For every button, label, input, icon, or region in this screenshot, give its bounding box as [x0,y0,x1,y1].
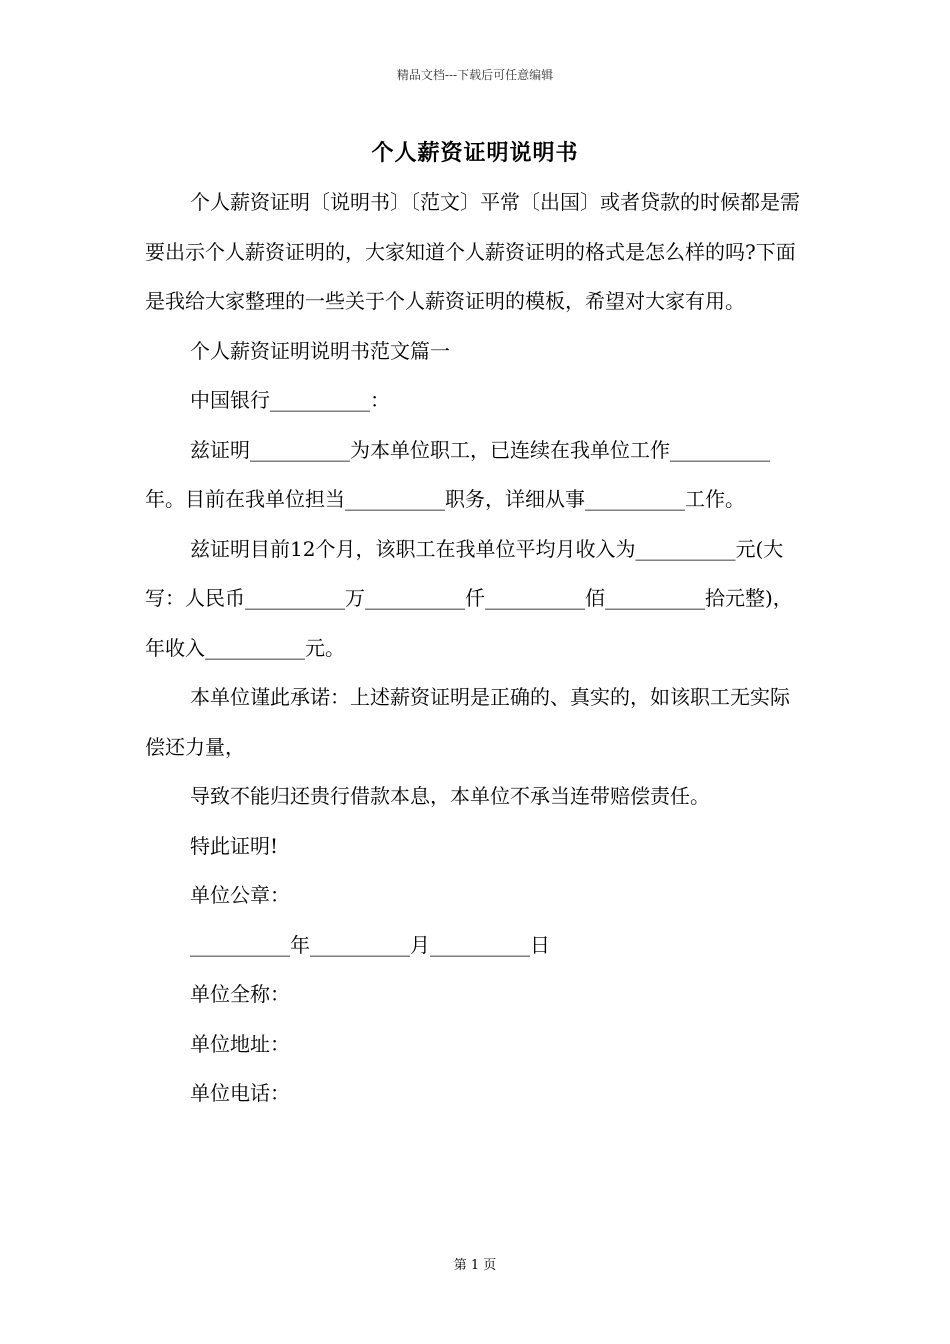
cert-work-paragraph: 兹证明__________为本单位职工，已连续在我单位工作__________年。目前在我单位担当__________职务，详细从事__________工作。 [145,437,770,511]
document-title: 个人薪资证明说明书 [371,140,579,166]
bank-line: 中国银行__________： [190,388,390,412]
date-line: __________年__________月__________日 [190,932,550,957]
document-body [145,178,807,1119]
section-title: 个人薪资证明说明书范文篇一 [190,338,450,363]
company-name-line: 单位全称： [190,982,290,1006]
intro-paragraph: 个人薪资证明〔说明书〕〔范文〕平常〔出国〕或者贷款的时候都是需要出示个人薪资证明的，大家知道个人薪资证明的格式是怎么样的吗?下面是我给大家整理的一些关于个人薪资证明的模板，希望对大家有用。 [145,190,800,313]
seal-line: 单位公章： [190,883,290,907]
company-address-line: 单位地址： [190,1031,290,1056]
closing-line: 特此证明! [190,833,279,858]
page-number: 第 1 页 [453,1258,497,1273]
promise-paragraph: 本单位谨此承诺：上述薪资证明是正确的、真实的，如该职工无实际偿还力量， [145,685,790,759]
page-header: 精品文档---下载后可任意编辑 [396,68,554,82]
company-phone-line: 单位电话： [190,1081,290,1105]
liability-paragraph: 导致不能归还贵行借款本息，本单位不承当连带赔偿责任。 [190,784,710,808]
cert-income-paragraph: 兹证明目前12个月，该职工在我单位平均月收入为__________元(大写：人民币__________万__________仟__________佰__________拾元整)，年收入__________元。 [145,536,793,660]
